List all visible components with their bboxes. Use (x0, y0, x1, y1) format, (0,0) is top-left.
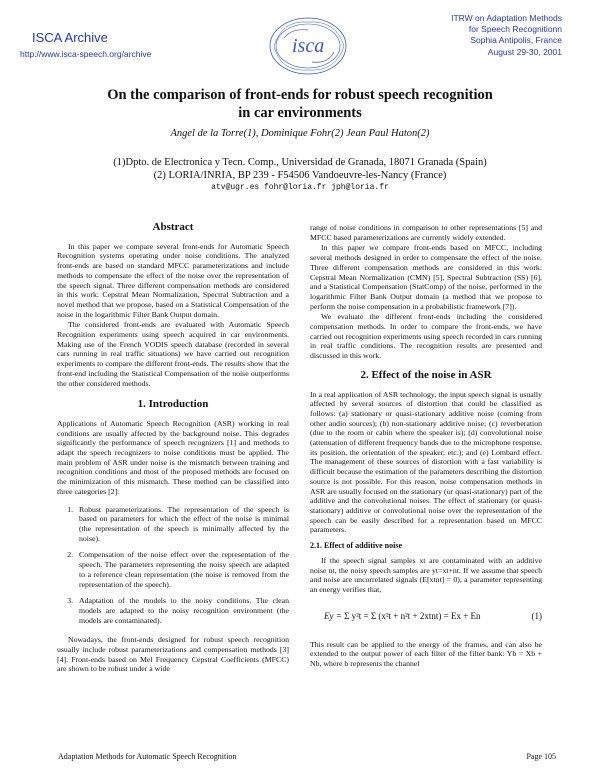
conference-line: for Speech Recognitionn (468, 24, 562, 35)
affiliation: (1)Dpto. de Electronica y Tecn. Comp., Universidad de Granada, 18071 Granada (Spain) (113, 157, 487, 168)
author-emails: atv@ugr.es fohr@loria.fr jph@loria.fr (211, 183, 389, 192)
conference-info (451, 13, 562, 58)
paper-title (0, 86, 600, 122)
body-paragraph: In this paper we compare front-ends based on MFCC, including several methods designed in order to compensate the effect of the noise. Three different compensation methods are considered in this work: Cepstral Mean Normalization (CMN) [5], Spectral Subtraction (SS) [6], and a Statistical Compensation (StatComp) of the noise, performed in the logarithmic Filter Bank Output domain (a method that we propose to perform the noise compensation in a probabilistic framework [7]). (310, 243, 542, 311)
intro-paragraph: Nowadays, the front-ends designed for robust speech recognition usually include robust parameterizations and compensation methods [3] [4]. Front-ends based on Mel Frequency Cepstral Coefficients (MFCC) are shown to be robust under a wide (57, 635, 289, 674)
subsection-paragraph: If the speech signal samples xt are contaminated with an additive noise nt, the noisy speech samples are yt=xt+nt. If we assume that speech and noise are uncorrelated signals (E[xtnt] = 0), a parameter representing an energy verifies that, (310, 555, 542, 594)
svg-text:isca: isca (292, 35, 325, 57)
abstract-paragraph: In this paper we compare several front-ends for Automatic Speech Recognition systems operating under noise conditions. The analyzed front-ends are based on standard MFCC parameterizations and include methods to compensate the effect of the noise over the representation of the speech signal. Three different compensation methods are considered in this work: Cepstral Mean Normalization, Spectral Subtraction and a novel method that we propose, based on a Statistical Compensation of the noise in the logarithmic Filter Bank Output domain. (57, 241, 289, 319)
body-paragraph: We evaluate the different front-ends including the considered compensation methods. In order to compare the front-ends, we have carried out recognition experiments using speech recorded in cars running in real traffic conditions. The recognition results are presented and discussed in this work. (310, 312, 542, 361)
abstract-paragraph: The considered front-ends are evaluated with Automatic Speech Recognition experiments using speech acquired in car environments. Making use of the French VODIS speech database (recorded in several cars running in real traffic situations) we have carried out recognition experiments to compare the different front-ends. The results show that the front-end including the Statistical Compensation of the noise outperforms the other considered methods. (57, 320, 289, 388)
title-line: in car environments (238, 105, 362, 121)
right-column (310, 223, 542, 670)
body-paragraph: range of noise conditions in comparison to other representations [5] and MFCC based parameterizations are currently widely extended. (310, 223, 542, 242)
introduction-heading: 1. Introduction (137, 398, 209, 411)
conference-line: August 29-30, 2001 (487, 46, 562, 57)
list-item: 3. Adaptation of the models to the noisy conditions. The clean models are adapted to the noisy recognition environment (the models are contaminated). (75, 596, 289, 625)
equation-1 (324, 601, 542, 633)
intro-paragraph: Applications of Automatic Speech Recognition (ASR) working in real conditions are usually affected by the background noise. This degrades significantly the performance of speech recognizers [1] and methods to adapt the speech recognizers to noise conditions must be applied. The main problem of ASR under noise is the mismatch between training and recognition conditions and most of the proposed methods are focused on the minimization of this mismatch. These method can be classified into three categories [2]: (57, 418, 289, 496)
subsection-heading: 2.1. Effect of additive noise (310, 541, 402, 551)
page-number: Page 105 (526, 752, 556, 761)
categories-list (57, 505, 289, 626)
footer-title: Adaptation Methods for Automatic Speech Recognition (58, 752, 237, 761)
isca-logo (262, 12, 354, 80)
equation-number: (1) (531, 610, 542, 621)
equation-body: Ey = Σ y²t = Σ (x²t + n²t + 2xtnt) = Ex + En (324, 610, 481, 621)
section2-paragraph: In a real application of ASR technology, the input speech signal is usually affected by several sources of distortion that could be classified as follows: (a) stationary or quasi-stationary additive noise (coming from other audio sources); (b) non-stationary additive noise; (c) reverberation (due to the room or cabin where the speaker is); (d) convolutional noise (attenuation of different frequency bands due to the microphone response, its position, the orientation of the speaker, etc.); and (e) Lombard effect. The management of these sources of distortion with a fast variability is difficult because the estimation of the parameters describing the distortion source is not possible. For this reason, noise compensation methods in ASR are usually focused on the stationary (or quasi-stationary) part of the additive and the convolutional noises. The effect of stationary (or quasi-stationary) additive or convolutional noise over the representation of the speech can be easily described for a representation based on MFCC parameters. (310, 389, 542, 535)
affiliation: (2) LORIA/INRIA, BP 239 - F54506 Vandoeuvre-les-Nancy (France) (153, 170, 447, 181)
archive-title: ISCA Archive (32, 30, 108, 45)
conference-line: Sophia Antipolis, France (470, 35, 562, 46)
abstract-heading: Abstract (152, 221, 194, 233)
left-column (57, 223, 289, 675)
list-item: 2. Compensation of the noise effect over the representation of the speech. The parameters representing the noisy speech are adapted to a reference clean representation (the noise is removed from the representation of the speech). (75, 550, 289, 589)
list-item: 1. Robust parameterizations. The representation of the speech is based on parameters for which the effect of the noise is minimal (the representation of the speech is minimally affected by the noise). (75, 505, 289, 544)
affiliations (0, 156, 600, 182)
authors: Angel de la Torre(1), Dominique Fohr(2) Jean Paul Haton(2) (170, 128, 430, 139)
archive-url[interactable]: http://www.isca-speech.org/archive (20, 49, 152, 59)
subsection-paragraph: This result can be applied to the energy of the frames, and can also be extended to the output power of each filter of the filter bank: Yb = Xb + Nb, where b represents the channel (310, 639, 542, 669)
section2-heading: 2. Effect of the noise in ASR (360, 368, 492, 381)
title-line: On the comparison of front-ends for robust speech recognition (107, 87, 493, 103)
conference-line: ITRW on Adaptation Methods (451, 13, 562, 23)
